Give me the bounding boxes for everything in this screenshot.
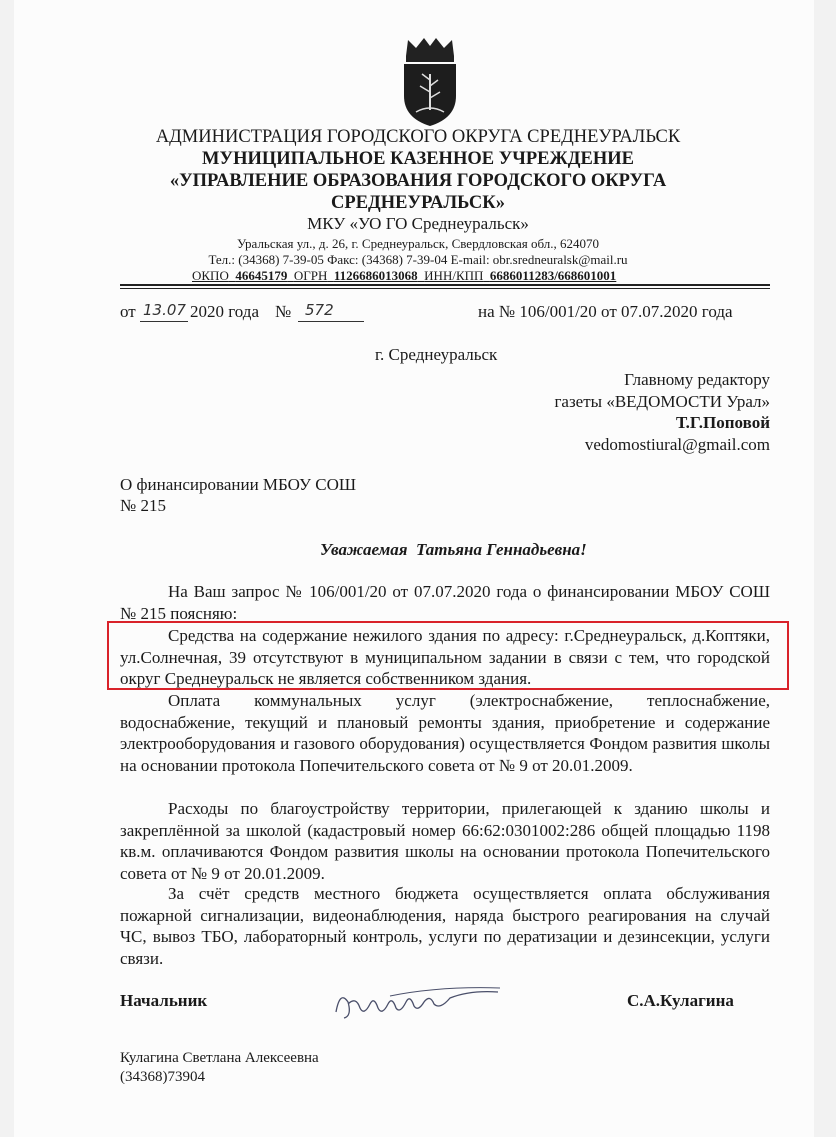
greeting: Уважаемая Татьяна Геннадьевна! xyxy=(320,540,587,559)
signature-title: Начальник xyxy=(120,991,208,1010)
handwritten-signature xyxy=(330,982,510,1026)
ogrn-label: ОГРН xyxy=(293,268,328,283)
paragraph-4-text: Расходы по благоустройству территории, прилегающей к зданию школы и закреплённой за школой (кадастровый номер 66:62:0301002:286 общей площадью 1198 кв.м. оплачиваются Фондом развития школы на основании протокола Попечительского совета от № 9 от 20.01.2009. xyxy=(120,799,770,884)
paragraph-1 xyxy=(120,581,770,624)
header-rule-thin xyxy=(120,288,770,289)
okpo-label: ОКПО xyxy=(192,268,229,283)
inn-value: 6686011283/668601001 xyxy=(489,268,617,283)
header-address: Уральская ул., д. 26, г. Среднеуральск, Свердловская обл., 624070 xyxy=(237,236,599,251)
city: г. Среднеуральск xyxy=(375,345,498,364)
header-short-name: МКУ «УО ГО Среднеуральск» xyxy=(307,214,529,233)
header-department-2: СРЕДНЕУРАЛЬСК» xyxy=(331,193,505,213)
subject-line-2: № 215 xyxy=(120,496,166,515)
signature-name: С.А.Кулагина xyxy=(627,991,734,1010)
ref-year: 2020 года xyxy=(190,302,260,321)
recipient-line-2: газеты «ВЕДОМОСТИ Урал» xyxy=(554,391,770,411)
header-codes xyxy=(192,268,616,284)
recipient-line-1: Главному редактору xyxy=(624,370,770,389)
recipient-name: Т.Г.Поповой xyxy=(676,413,770,432)
ref-from: от xyxy=(120,302,136,321)
highlight-box xyxy=(107,621,789,690)
inn-label: ИНН/КПП xyxy=(424,268,484,283)
paragraph-3-text: Оплата коммунальных услуг (электроснабжение, теплоснабжение, водоснабжение, текущий и плановый ремонты здания, приобретение и содержание электрооборудования и газового оборудования) осуществляется Фондом развития школы на основании протокола Попечительского совета от № 9 от 20.01.2009. xyxy=(120,691,770,776)
header-rule-thick xyxy=(120,284,770,286)
executor-phone: (34368)73904 xyxy=(120,1069,205,1085)
paragraph-5 xyxy=(120,883,770,970)
paragraph-1-text: На Ваш запрос № 106/001/20 от 07.07.2020 года о финансировании МБОУ СОШ № 215 поясняю: xyxy=(120,582,770,623)
header-admin: АДМИНИСТРАЦИЯ ГОРОДСКОГО ОКРУГА СРЕДНЕУРАЛЬСК xyxy=(155,127,681,147)
okpo-value: 46645179 xyxy=(235,268,288,283)
ref-date-blank xyxy=(140,321,188,322)
ref-number-handwritten: 572 xyxy=(305,301,334,319)
coat-of-arms-icon xyxy=(398,34,462,128)
ref-number-blank xyxy=(298,321,364,322)
recipient-block xyxy=(554,369,770,455)
recipient-email: vedomostiural@gmail.com xyxy=(584,434,770,454)
header-contacts: Тел.: (34368) 7-39-05 Факс: (34368) 7-39-04 E-mail: obr.sredneuralsk@mail.ru xyxy=(208,252,628,267)
ogrn-value: 1126686013068 xyxy=(333,268,418,283)
executor-name: Кулагина Светлана Алексеевна xyxy=(120,1050,319,1066)
ref-number-sign: № xyxy=(275,302,292,321)
ref-reply-to: на № 106/001/20 от 07.07.2020 года xyxy=(478,302,733,321)
header-department-1: «УПРАВЛЕНИЕ ОБРАЗОВАНИЯ ГОРОДСКОГО ОКРУГА xyxy=(169,171,667,191)
subject-line-1: О финансировании МБОУ СОШ xyxy=(120,475,357,494)
paragraph-4 xyxy=(120,798,770,885)
header-institution: МУНИЦИПАЛЬНОЕ КАЗЕННОЕ УЧРЕЖДЕНИЕ xyxy=(202,149,634,169)
paragraph-3 xyxy=(120,690,770,777)
paragraph-5-text: За счёт средств местного бюджета осуществляется оплата обслуживания пожарной сигнализации, видеонаблюдения, наряда быстрого реагирования на случай ЧС, вывоз ТБО, лабораторный контроль, услуги по дератизации и дезинсекции, услуги связи. xyxy=(120,884,770,969)
paragraph-2-text: Средства на содержание нежилого здания по адресу: г.Среднеуральск, д.Коптяки, ул.Солнечная, 39 отсутствуют в муниципальном задании в связи с тем, что городской округ Среднеуральск не является собственником здания. xyxy=(120,626,770,689)
ref-date-handwritten: 13.07 xyxy=(143,301,186,319)
